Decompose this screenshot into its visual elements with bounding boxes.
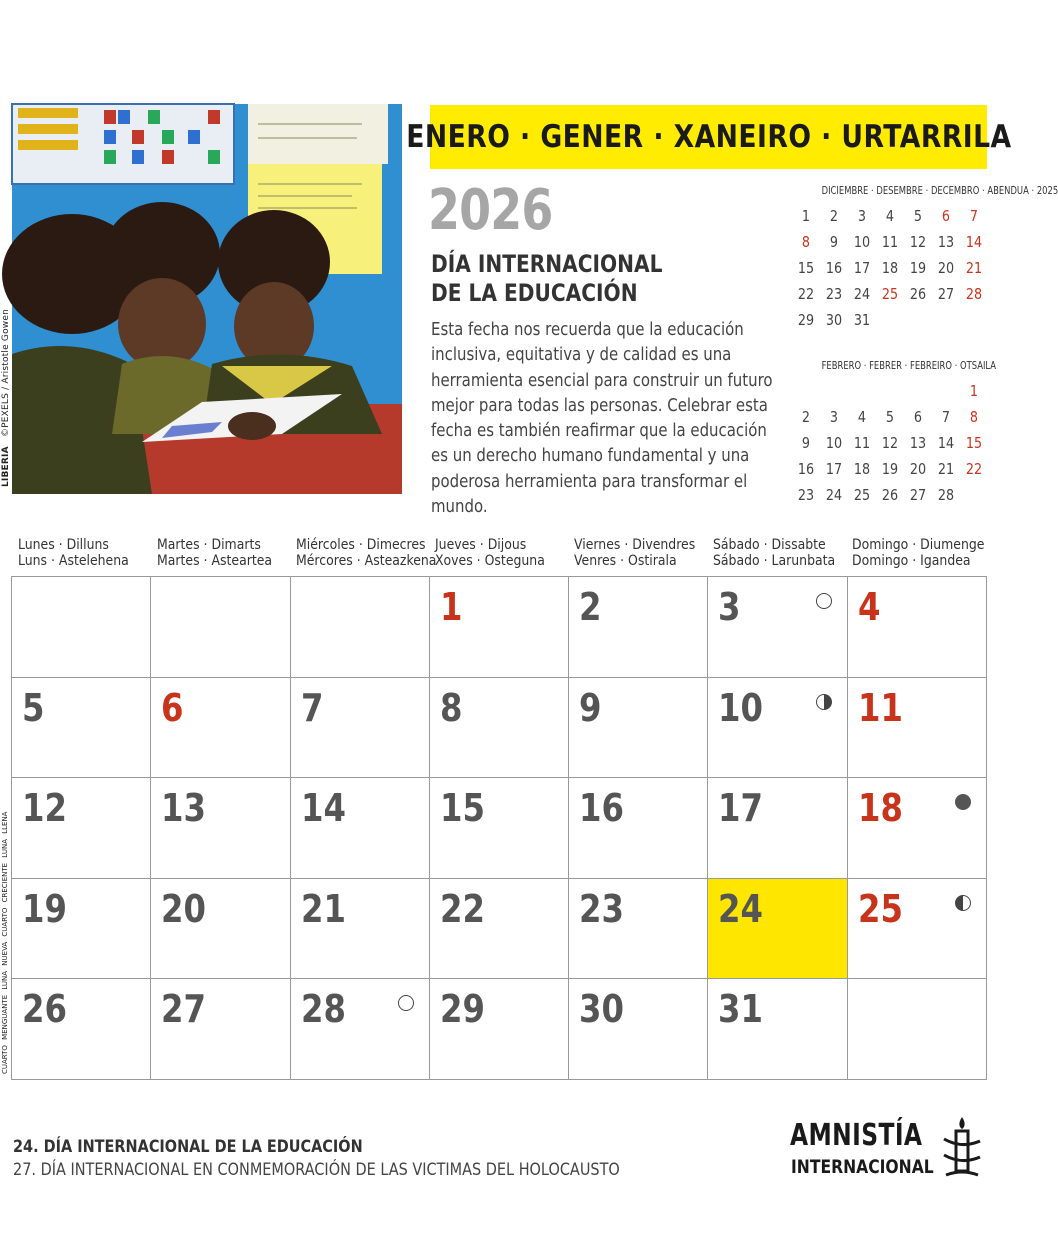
photo-credit xyxy=(0,300,12,495)
mini-day: 20 xyxy=(937,259,955,277)
first-quarter-moon-icon xyxy=(816,694,832,710)
mini-day: 9 xyxy=(829,233,839,251)
mini-day: 22 xyxy=(965,460,983,478)
day-number: 10 xyxy=(718,685,764,730)
mini-day: 29 xyxy=(797,311,815,329)
new-moon-icon xyxy=(398,995,414,1011)
weekday-label: Mércores · Asteazkena xyxy=(296,553,437,569)
day-cell xyxy=(848,778,987,879)
day-number: 4 xyxy=(857,585,881,629)
weekday-label: Venres · Ostirala xyxy=(574,553,677,569)
weekday-label: Viernes · Divendres xyxy=(574,537,696,553)
day-number: 2 xyxy=(579,585,602,629)
month-title: ENERO · GENER · XANEIRO · URTARRILA xyxy=(405,119,1012,155)
mini-day: 25 xyxy=(881,285,899,303)
weekday-label: Lunes · Dilluns xyxy=(18,537,109,553)
weekday-header-sunday xyxy=(852,537,985,569)
day-number: 7 xyxy=(300,685,324,730)
day-cell xyxy=(708,577,847,678)
mini-day: 4 xyxy=(857,408,867,426)
mini-day: 3 xyxy=(857,207,867,225)
mini-day: 8 xyxy=(969,408,979,426)
mini-day: 31 xyxy=(853,311,871,329)
day-cell xyxy=(569,577,708,678)
day-number: 23 xyxy=(579,886,625,931)
day-cell xyxy=(569,879,708,980)
mini-day xyxy=(906,307,930,333)
mini-day xyxy=(794,378,818,404)
mini-day: 5 xyxy=(885,408,895,426)
mini-day: 1 xyxy=(969,382,979,400)
empty-day-cell xyxy=(848,979,987,1080)
mini-day: 21 xyxy=(965,259,983,277)
mini-day: 11 xyxy=(853,434,871,452)
day-cell xyxy=(430,879,569,980)
day-cell xyxy=(291,678,430,779)
mini-calendar-title: DICIEMBRE · DESEMBRE · DECEMBRO · ABENDUA · 2025 xyxy=(821,185,1058,197)
mini-day: 2 xyxy=(801,408,811,426)
day-cell xyxy=(12,678,151,779)
mini-day: 17 xyxy=(853,259,871,277)
mini-day xyxy=(878,378,902,404)
day-cell xyxy=(430,678,569,779)
footer-note-2: 27. DÍA INTERNACIONAL EN CONMEMORACIÓN DE LAS VICTIMAS DEL HOLOCAUSTO xyxy=(13,1160,620,1180)
mini-day: 15 xyxy=(965,434,983,452)
mini-day: 16 xyxy=(797,460,815,478)
day-cell xyxy=(291,979,430,1080)
day-cell xyxy=(848,577,987,678)
empty-day-cell xyxy=(291,577,430,678)
logo-line2: INTERNACIONAL xyxy=(791,1156,934,1178)
mini-calendar-grid xyxy=(780,203,988,333)
mini-day: 16 xyxy=(825,259,843,277)
day-number: 15 xyxy=(439,786,485,831)
weekday-label: Luns · Astelehena xyxy=(18,553,129,569)
mini-day xyxy=(962,307,986,333)
last-quarter-moon-icon xyxy=(955,895,971,911)
day-number: 13 xyxy=(161,786,207,831)
mini-day xyxy=(934,307,958,333)
weekday-header-saturday xyxy=(713,537,836,569)
mini-day: 20 xyxy=(909,460,927,478)
day-number: 8 xyxy=(439,685,463,730)
mini-day: 3 xyxy=(829,408,839,426)
mini-day: 12 xyxy=(909,233,927,251)
day-cell xyxy=(12,879,151,980)
mini-calendar-grid xyxy=(780,378,988,508)
mini-day xyxy=(822,378,846,404)
day-number: 27 xyxy=(161,987,207,1032)
day-cell xyxy=(569,678,708,779)
mini-day: 18 xyxy=(881,259,899,277)
mini-day xyxy=(850,378,874,404)
mini-day: 22 xyxy=(797,285,815,303)
day-number: 17 xyxy=(718,786,764,831)
mini-day: 7 xyxy=(941,408,951,426)
mini-day: 15 xyxy=(797,259,815,277)
day-cell xyxy=(151,678,290,779)
day-number: 20 xyxy=(161,886,207,931)
day-number: 14 xyxy=(300,786,346,831)
mini-day: 28 xyxy=(937,486,955,504)
mini-day xyxy=(962,482,986,508)
new-moon-icon xyxy=(816,593,832,609)
mini-day xyxy=(934,378,958,404)
mini-day: 6 xyxy=(941,207,951,225)
day-cell xyxy=(151,979,290,1080)
day-cell xyxy=(708,678,847,779)
weekday-label: Martes · Dimarts xyxy=(157,537,261,553)
day-number: 16 xyxy=(579,786,625,831)
day-cell xyxy=(151,778,290,879)
day-number: 9 xyxy=(579,685,602,730)
event-title xyxy=(431,250,663,308)
day-cell xyxy=(708,979,847,1080)
mini-day: 13 xyxy=(909,434,927,452)
year-label: 2026 xyxy=(428,178,553,243)
weekday-header-wednesday xyxy=(296,537,437,569)
day-cell xyxy=(12,979,151,1080)
day-number: 28 xyxy=(300,987,346,1032)
day-number: 19 xyxy=(22,886,67,931)
month-grid xyxy=(11,576,987,1080)
mini-day: 4 xyxy=(885,207,895,225)
day-number: 5 xyxy=(22,685,45,730)
logo-line1: AMNISTÍA xyxy=(790,1118,923,1153)
mini-day: 27 xyxy=(937,285,955,303)
day-cell xyxy=(430,778,569,879)
day-cell xyxy=(848,678,987,779)
day-cell xyxy=(430,577,569,678)
mini-day: 24 xyxy=(825,486,843,504)
day-cell xyxy=(291,778,430,879)
mini-day xyxy=(878,307,902,333)
day-number: 25 xyxy=(857,886,903,931)
event-title-line2: DE LA EDUCACIÓN xyxy=(431,279,638,307)
candle-icon xyxy=(940,1115,984,1183)
day-number: 26 xyxy=(22,987,67,1032)
mini-day: 1 xyxy=(801,207,811,225)
day-number: 3 xyxy=(718,585,741,629)
mini-day: 14 xyxy=(937,434,955,452)
moon-phase-legend-text: CUARTO MENGUANTE LUNA NUEVA CUARTO CRECIENTE LUNA LLENA xyxy=(1,811,9,1074)
weekday-label: Domingo · Igandea xyxy=(852,553,971,569)
mini-calendar-title: FEBRERO · FEBRER · FEBREIRO · OTSAILA xyxy=(821,360,997,372)
weekday-header-thursday xyxy=(435,537,555,569)
day-cell xyxy=(708,879,847,980)
hero-photo xyxy=(12,104,402,494)
mini-day: 9 xyxy=(801,434,811,452)
mini-day: 18 xyxy=(853,460,871,478)
day-cell xyxy=(569,778,708,879)
day-number: 1 xyxy=(439,585,463,629)
weekday-label: Miércoles · Dimecres xyxy=(296,537,426,553)
mini-day: 14 xyxy=(965,233,983,251)
weekday-label: Jueves · Dijous xyxy=(435,537,527,553)
day-number: 30 xyxy=(579,987,625,1032)
mini-day: 24 xyxy=(853,285,871,303)
amnesty-logo xyxy=(790,1115,990,1185)
day-number: 6 xyxy=(161,685,184,730)
mini-day: 2 xyxy=(829,207,839,225)
day-number: 22 xyxy=(439,886,485,931)
weekday-label: Xoves · Osteguna xyxy=(435,553,545,569)
mini-day: 26 xyxy=(881,486,899,504)
day-cell xyxy=(12,778,151,879)
day-number: 21 xyxy=(300,886,346,931)
mini-day: 12 xyxy=(881,434,899,452)
weekday-header-friday xyxy=(574,537,694,569)
credit-author: ©PEXELS / Aristotle Gowen xyxy=(1,309,11,438)
day-cell xyxy=(430,979,569,1080)
mini-day: 26 xyxy=(909,285,927,303)
day-number: 11 xyxy=(857,685,903,730)
month-banner xyxy=(405,105,1012,169)
mini-day: 21 xyxy=(937,460,955,478)
mini-day: 17 xyxy=(825,460,843,478)
mini-day: 19 xyxy=(881,460,899,478)
mini-day: 27 xyxy=(909,486,927,504)
mini-day: 5 xyxy=(913,207,923,225)
day-number: 29 xyxy=(439,987,485,1032)
event-title-line1: DÍA INTERNACIONAL xyxy=(431,250,663,278)
weekday-header-tuesday xyxy=(157,537,277,569)
mini-day: 8 xyxy=(801,233,811,251)
mini-day: 6 xyxy=(913,408,923,426)
day-cell xyxy=(291,879,430,980)
credit-place: LIBERIA xyxy=(1,446,11,487)
weekday-label: Sábado · Larunbata xyxy=(713,553,836,569)
day-number: 24 xyxy=(718,886,764,931)
weekday-label: Domingo · Diumenge xyxy=(852,537,985,553)
day-cell xyxy=(151,879,290,980)
full-moon-icon xyxy=(955,794,971,810)
weekday-label: Martes · Asteartea xyxy=(157,553,273,569)
day-number: 12 xyxy=(22,786,67,831)
mini-day: 25 xyxy=(853,486,871,504)
mini-day: 28 xyxy=(965,285,983,303)
day-cell xyxy=(848,879,987,980)
mini-day: 10 xyxy=(825,434,843,452)
day-cell xyxy=(569,979,708,1080)
mini-day: 30 xyxy=(825,311,843,329)
mini-day: 7 xyxy=(969,207,979,225)
mini-calendar-previous xyxy=(780,185,1058,333)
mini-day: 13 xyxy=(937,233,955,251)
mini-day: 19 xyxy=(909,259,927,277)
mini-day: 23 xyxy=(797,486,815,504)
footer-note-1: 24. DÍA INTERNACIONAL DE LA EDUCACIÓN xyxy=(13,1137,363,1157)
mini-calendar-next xyxy=(780,360,997,508)
empty-day-cell xyxy=(151,577,290,678)
moon-phase-legend xyxy=(0,811,12,1080)
event-description: Esta fecha nos recuerda que la educación inclusiva, equitativa y de calidad es una herramienta esencial para construir un futuro mejor para todas las personas. Celebrar esta fecha es también reafirmar que la educación es un derecho humano fundamental y una poderosa herramienta para transformar el mundo. xyxy=(431,319,773,518)
mini-day: 10 xyxy=(853,233,871,251)
mini-day xyxy=(906,378,930,404)
day-number: 31 xyxy=(718,987,764,1032)
mini-day: 11 xyxy=(881,233,899,251)
weekday-header-monday xyxy=(18,537,138,569)
empty-day-cell xyxy=(12,577,151,678)
day-cell xyxy=(708,778,847,879)
day-number: 18 xyxy=(857,786,903,831)
mini-day: 23 xyxy=(825,285,843,303)
weekday-label: Sábado · Dissabte xyxy=(713,537,826,553)
